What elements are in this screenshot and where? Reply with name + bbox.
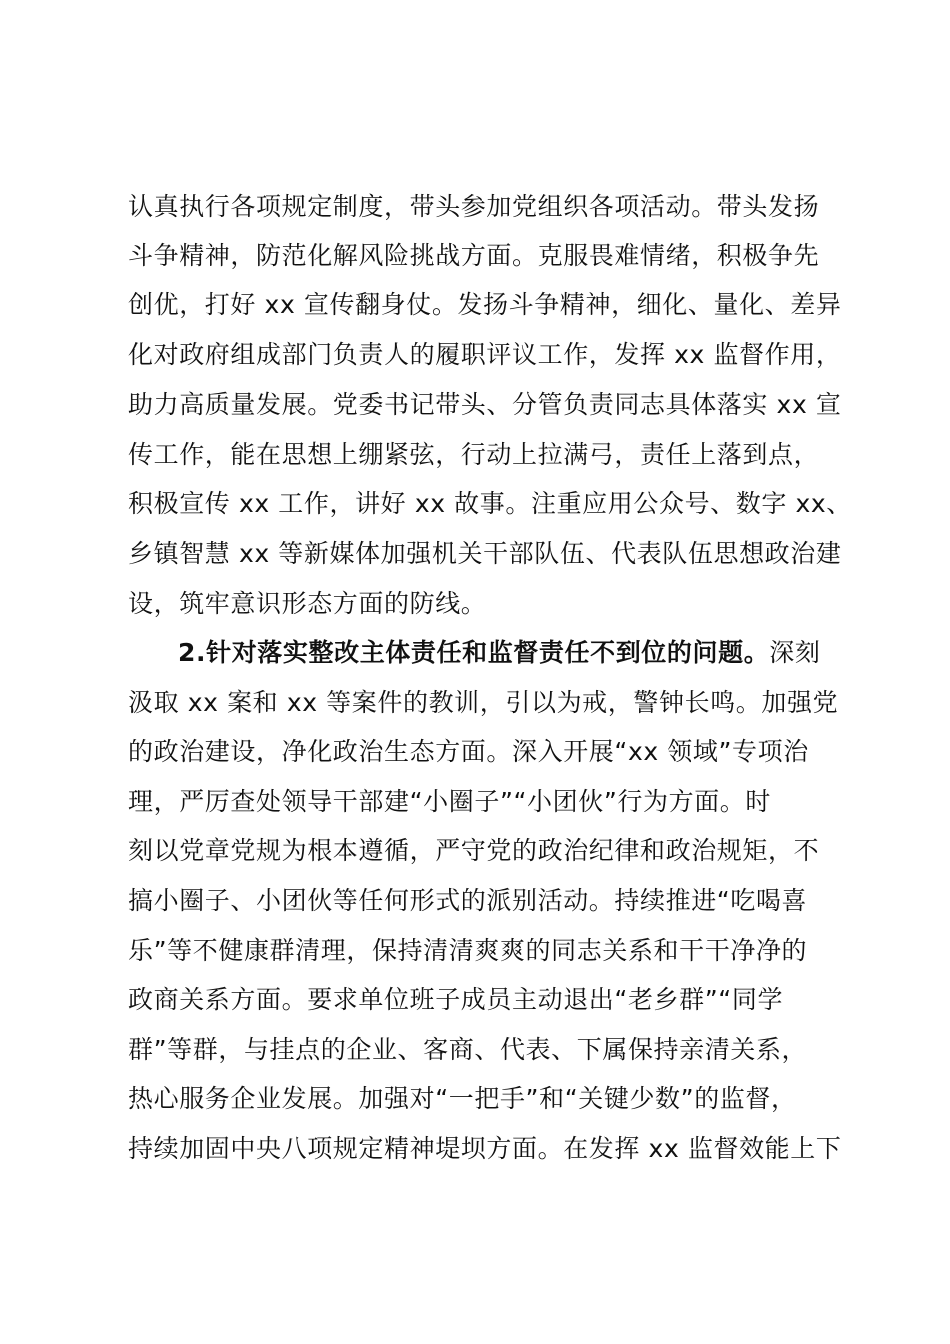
text-line: 热心服务企业发展。加强对“一把手”和“关键少数”的监督， — [128, 1084, 797, 1113]
text-line: 搞小圈子、小团伙等任何形式的派别活动。持续推进“吃喝喜 — [128, 886, 808, 915]
text-line: 化对政府组成部门负责人的履职评议工作，发挥 xx 监督作用， — [128, 340, 842, 369]
text-line: 乐”等不健康群清理，保持清清爽爽的同志关系和干干净净的 — [128, 936, 808, 965]
text-line: 传工作，能在思想上绷紧弦，行动上拉满弓，责任上落到点， — [128, 440, 820, 469]
text-line: 持续加固中央八项规定精神堤坝方面。在发挥 xx 监督效能上下 — [128, 1134, 842, 1163]
text-line: 理，严厉查处领导干部建“小圈子”“小团伙”行为方面。时 — [128, 787, 772, 816]
text-line: 刻以党章党规为根本遵循，严守党的政治纪律和政治规矩，不 — [128, 836, 820, 865]
text-line: 汲取 xx 案和 xx 等案件的教训，引以为戒，警钟长鸣。加强党 — [128, 688, 839, 717]
text-line: 设，筑牢意识形态方面的防线。 — [128, 589, 487, 618]
text-line: 政商关系方面。要求单位班子成员主动退出“老乡群”“同学 — [128, 985, 784, 1014]
text-line: 认真执行各项规定制度，带头参加党组织各项活动。带头发扬 — [128, 192, 820, 221]
text-line: 创优，打好 xx 宣传翻身仗。发扬斗争精神，细化、量化、差异 — [128, 290, 842, 319]
text-line: 助力高质量发展。党委书记带头、分管负责同志具体落实 xx 宣 — [128, 390, 842, 419]
text-line: 积极宣传 xx 工作，讲好 xx 故事。注重应用公众号、数字 xx、 — [128, 489, 852, 518]
heading-trailing-text: 深刻 — [769, 638, 821, 667]
section-heading: 2.针对落实整改主体责任和监督责任不到位的问题。 — [178, 638, 770, 667]
text-line: 乡镇智慧 xx 等新媒体加强机关干部队伍、代表队伍思想政治建 — [128, 539, 842, 568]
text-line: 群”等群，与挂点的企业、客商、代表、下属保持亲清关系， — [128, 1035, 808, 1064]
text-line: 的政治建设，净化政治生态方面。深入开展“xx 领域”专项治 — [128, 737, 809, 766]
text-line: 斗争精神，防范化解风险挑战方面。克服畏难情绪，积极争先 — [128, 241, 820, 270]
paragraph-first-line — [178, 638, 821, 668]
